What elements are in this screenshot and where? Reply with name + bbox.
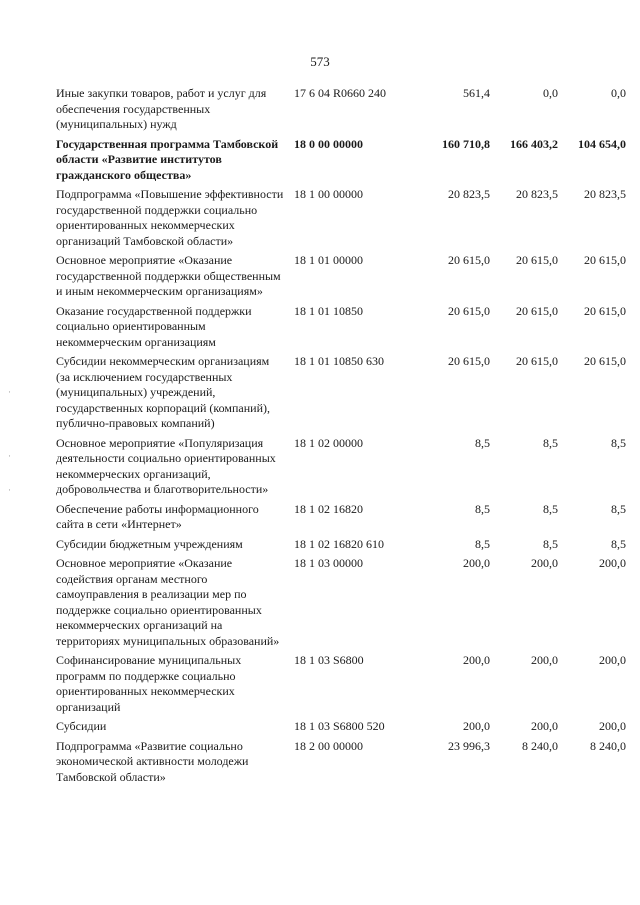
row-name: Обеспечение работы информационного сайта в сети «Интернет» <box>56 501 259 531</box>
row-code: 18 1 03 S6800 520 <box>294 719 385 733</box>
row-value-year-1: 20 615,0 <box>448 354 490 368</box>
row-value-year-1: 20 615,0 <box>448 303 490 318</box>
row-name: Оказание государственной поддержки социально ориентированным некоммерческим организациям <box>56 303 252 349</box>
budget-table-body <box>56 86 626 789</box>
table-row <box>56 304 626 355</box>
row-value-year-3: 200,0 <box>599 719 626 733</box>
row-value-year-2: 200,0 <box>531 556 558 570</box>
row-value-year-3: 8,5 <box>611 536 626 551</box>
table-row <box>56 137 626 188</box>
row-code: 18 1 00 00000 <box>294 187 363 201</box>
row-value-year-3: 20 615,0 <box>584 303 626 318</box>
row-value-year-3: 200,0 <box>599 556 626 570</box>
row-value-year-2: 200,0 <box>531 719 558 733</box>
margin-mark: · <box>8 387 11 397</box>
row-code: 17 6 04 R0660 240 <box>294 86 387 100</box>
table-row <box>56 653 626 719</box>
table-row <box>56 253 626 304</box>
row-value-year-1: 20 615,0 <box>448 253 490 267</box>
margin-mark: · <box>8 485 11 495</box>
row-value-year-3: 8,5 <box>611 501 626 516</box>
row-value-year-2: 8,5 <box>543 435 558 450</box>
row-code: 18 1 03 00000 <box>294 556 363 570</box>
row-value-year-2: 0,0 <box>543 86 558 100</box>
row-value-year-1: 200,0 <box>463 556 490 570</box>
row-name: Основное мероприятие «Оказание содействия органам местного самоуправления в реализации мер по поддержке социально ориентированных некоммерческих организаций на территориях муниципальных образований» <box>56 556 280 648</box>
budget-table <box>56 86 626 789</box>
row-value-year-3: 104 654,0 <box>578 136 626 151</box>
row-name: Подпрограмма «Повышение эффективности государственной поддержки социально ориентированных некоммерческих организаций Тамбовской области» <box>56 187 284 248</box>
row-value-year-2: 200,0 <box>531 653 558 667</box>
table-row <box>56 739 626 790</box>
table-row <box>56 556 626 653</box>
row-code: 18 1 02 00000 <box>294 435 363 450</box>
row-name: Софинансирование муниципальных программ по поддержке социально ориентированных некоммерческих организаций <box>56 653 242 714</box>
row-value-year-3: 20 615,0 <box>584 354 626 368</box>
row-code: 18 1 01 10850 630 <box>294 354 384 368</box>
table-row <box>56 537 626 557</box>
row-code: 18 1 01 00000 <box>294 253 363 267</box>
table-row <box>56 187 626 253</box>
row-name: Субсидии бюджетным учреждениям <box>56 536 243 551</box>
row-value-year-1: 8,5 <box>475 536 490 551</box>
row-name: Субсидии некоммерческим организациям (за исключением государственных (муниципальных) учреждений, государственных корпораций (компаний), публично-правовых компаний) <box>56 354 270 430</box>
row-code: 18 0 00 00000 <box>294 136 363 151</box>
row-value-year-3: 8 240,0 <box>590 738 626 753</box>
row-value-year-2: 20 615,0 <box>516 354 558 368</box>
row-value-year-3: 20 823,5 <box>584 187 626 201</box>
row-value-year-3: 8,5 <box>611 435 626 450</box>
row-value-year-2: 20 615,0 <box>516 253 558 267</box>
row-value-year-2: 166 403,2 <box>510 136 558 151</box>
row-value-year-2: 20 615,0 <box>516 303 558 318</box>
table-row <box>56 502 626 537</box>
row-code: 18 2 00 00000 <box>294 738 363 753</box>
row-value-year-1: 20 823,5 <box>448 187 490 201</box>
row-name: Субсидии <box>56 719 107 733</box>
row-name: Государственная программа Тамбовской области «Развитие институтов гражданского общества» <box>56 136 279 182</box>
row-value-year-1: 23 996,3 <box>448 738 490 753</box>
margin-mark: · <box>8 451 11 461</box>
row-value-year-1: 8,5 <box>475 435 490 450</box>
row-code: 18 1 01 10850 <box>294 303 363 318</box>
row-value-year-1: 200,0 <box>463 719 490 733</box>
page-number: 573 <box>310 54 330 69</box>
table-row <box>56 436 626 502</box>
table-row <box>56 86 626 137</box>
table-row <box>56 354 626 436</box>
row-name: Подпрограмма «Развитие социально экономической активности молодежи Тамбовской области» <box>56 738 249 784</box>
row-value-year-1: 561,4 <box>463 86 490 100</box>
row-value-year-3: 200,0 <box>599 653 626 667</box>
row-code: 18 1 03 S6800 <box>294 653 364 667</box>
row-value-year-2: 8 240,0 <box>522 738 558 753</box>
row-value-year-2: 20 823,5 <box>516 187 558 201</box>
table-row <box>56 719 626 739</box>
row-value-year-2: 8,5 <box>543 501 558 516</box>
row-name: Иные закупки товаров, работ и услуг для обеспечения государственных (муниципальных) нужд <box>56 86 267 131</box>
row-name: Основное мероприятие «Оказание государственной поддержки общественным и иным некоммерческим организациям» <box>56 253 281 298</box>
row-name: Основное мероприятие «Популяризация деятельности социально ориентированных некоммерческих организаций, добровольчества и благотворительности» <box>56 435 276 496</box>
row-code: 18 1 02 16820 610 <box>294 536 384 551</box>
row-value-year-3: 20 615,0 <box>584 253 626 267</box>
row-value-year-3: 0,0 <box>611 86 626 100</box>
row-value-year-1: 8,5 <box>475 501 490 516</box>
row-code: 18 1 02 16820 <box>294 501 363 516</box>
row-value-year-1: 200,0 <box>463 653 490 667</box>
row-value-year-2: 8,5 <box>543 536 558 551</box>
row-value-year-1: 160 710,8 <box>442 136 490 151</box>
